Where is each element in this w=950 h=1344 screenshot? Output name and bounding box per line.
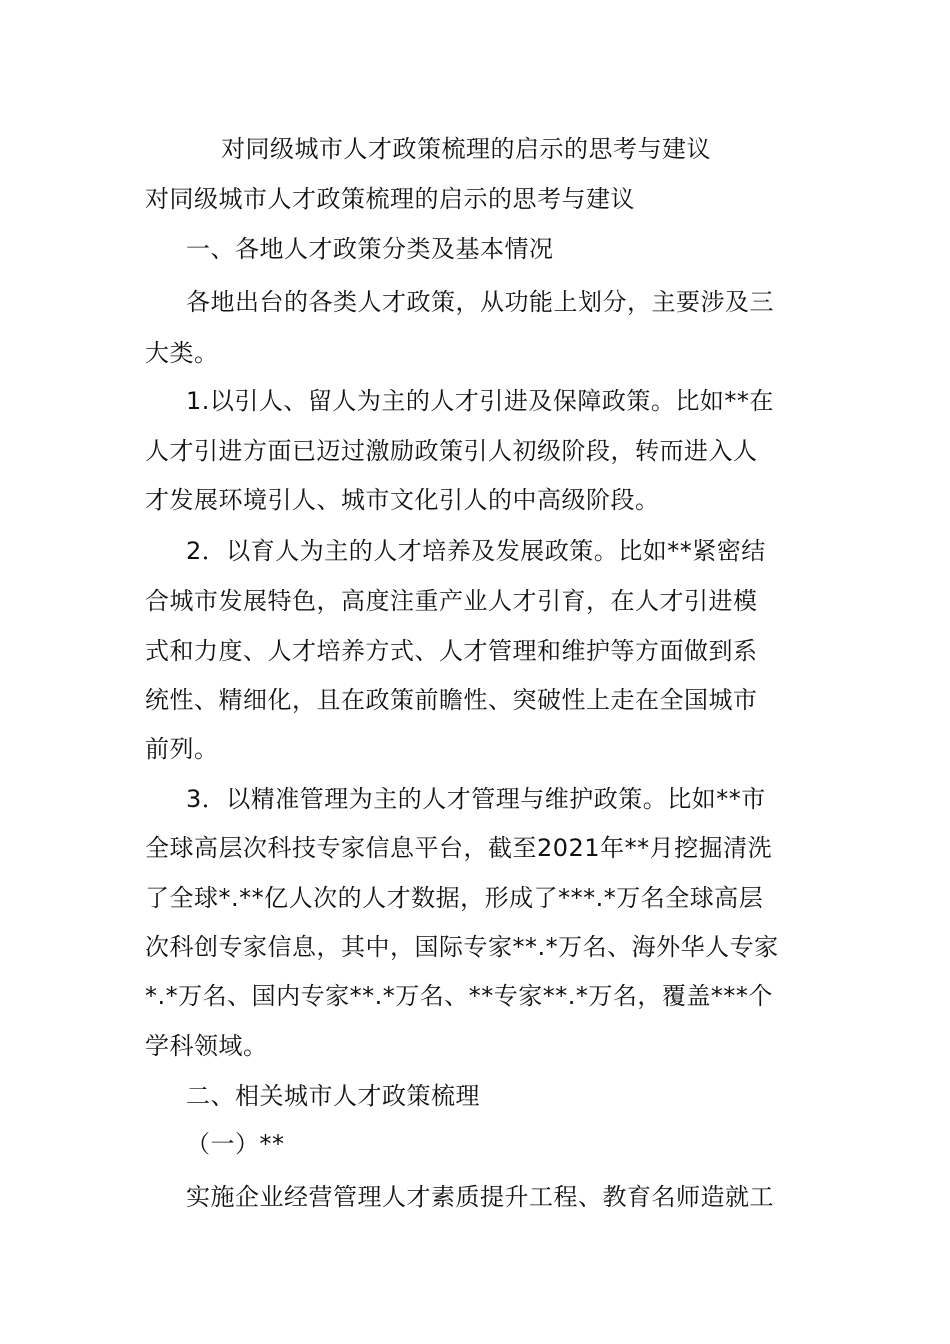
paragraph-line: 各地出台的各类人才政策，从功能上划分，主要涉及三 [186, 288, 774, 316]
paragraph-line: 合城市发展特色，高度注重产业人才引育，在人才引进模 [145, 587, 758, 615]
paragraph-line: 人才引进方面已迈过激励政策引人初级阶段，转而进入人 [145, 437, 758, 465]
document-subtitle: 对同级城市人才政策梳理的启示的思考与建议 [145, 185, 635, 213]
paragraph-line: 大类。 [145, 339, 219, 367]
paragraph-line: 全球高层次科技专家信息平台，截至2021年**月挖掘清洗 [145, 834, 773, 862]
section-heading-2: 二、相关城市人才政策梳理 [186, 1082, 480, 1110]
paragraph-line: 实施企业经营管理人才素质提升工程、教育名师造就工 [186, 1183, 774, 1211]
paragraph-line: 统性、精细化，且在政策前瞻性、突破性上走在全国城市 [145, 686, 758, 714]
paragraph-line: 3．以精准管理为主的人才管理与维护政策。比如**市 [186, 785, 766, 813]
paragraph-line: 2．以育人为主的人才培养及发展政策。比如**紧密结 [186, 537, 766, 565]
paragraph-line: *.*万名、国内专家**.*万名、**专家**.*万名，覆盖***个 [145, 982, 773, 1010]
paragraph-line: 前列。 [145, 735, 219, 763]
subsection-heading: （一）** [186, 1130, 285, 1158]
section-heading-1: 一、各地人才政策分类及基本情况 [186, 235, 554, 263]
paragraph-line: 学科领域。 [145, 1032, 268, 1060]
document-title: 对同级城市人才政策梳理的启示的思考与建议 [221, 135, 711, 163]
paragraph-line: 次科创专家信息，其中，国际专家**.*万名、海外华人专家 [145, 933, 779, 961]
paragraph-line: 了全球*.**亿人次的人才数据，形成了***.*万名全球高层 [145, 884, 764, 912]
paragraph-line: 1.以引人、留人为主的人才引进及保障政策。比如**在 [186, 387, 774, 415]
paragraph-line: 式和力度、人才培养方式、人才管理和维护等方面做到系 [145, 637, 758, 665]
paragraph-line: 才发展环境引人、城市文化引人的中高级阶段。 [145, 486, 660, 514]
